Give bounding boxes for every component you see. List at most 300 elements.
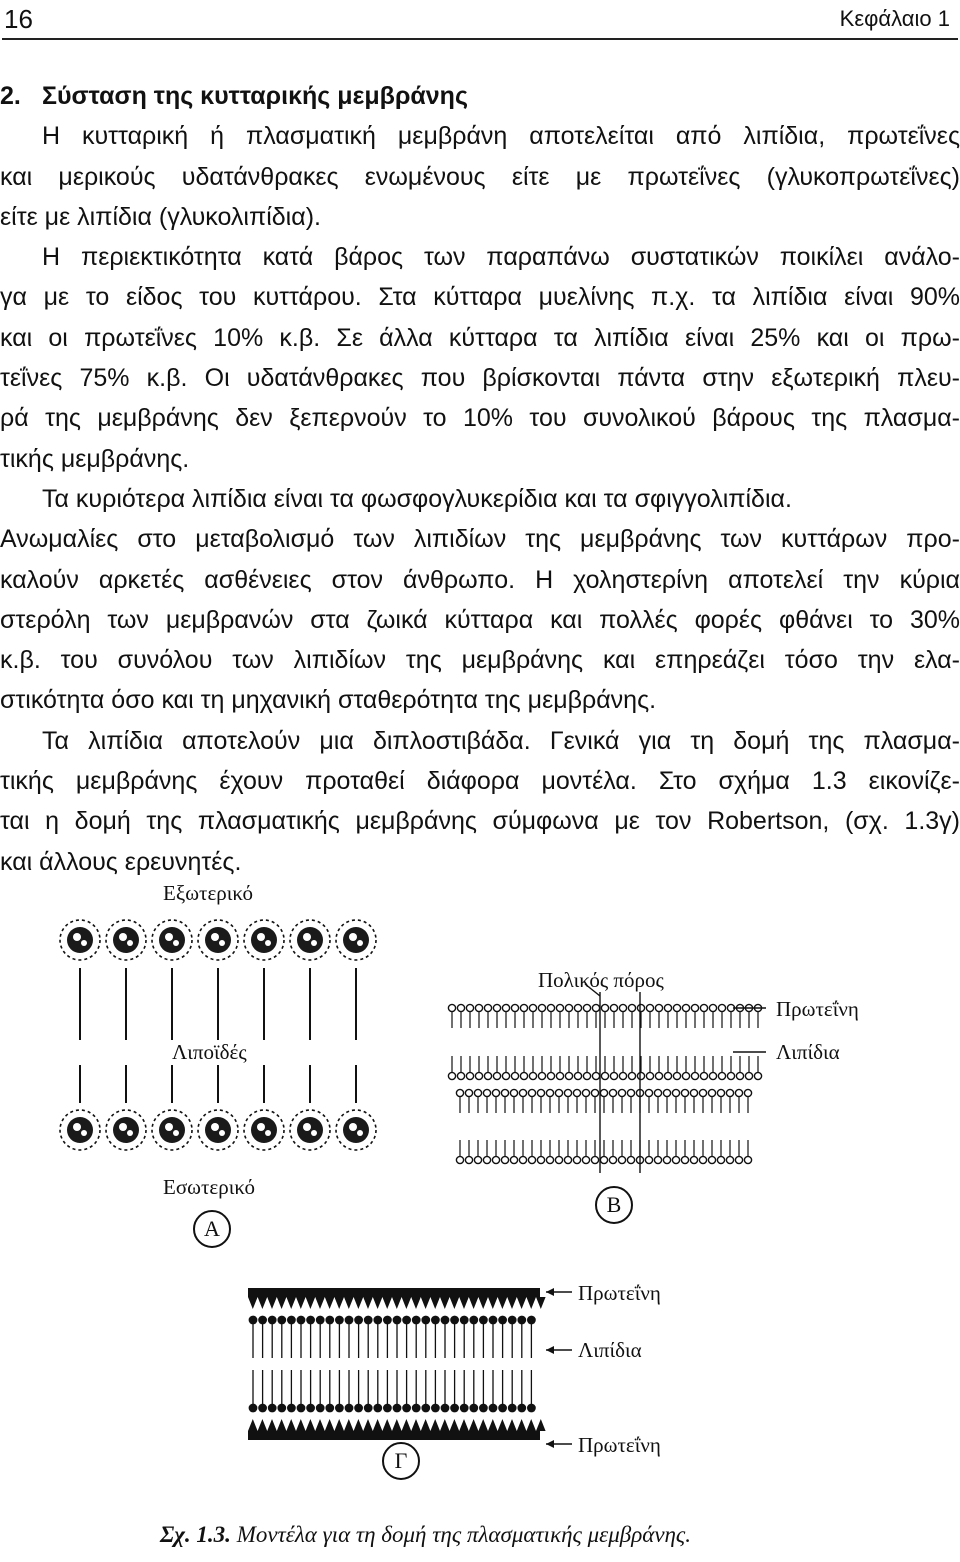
panel-c-lipid-head: [335, 1404, 344, 1413]
panel-a-bottom-globule-texture: [119, 1123, 127, 1131]
panel-b-lipid-head: [655, 1072, 662, 1079]
panel-a-bottom-globule-texture: [265, 1130, 271, 1136]
panel-c-protein-spike: [411, 1419, 421, 1431]
panel-c-protein-spike: [296, 1419, 306, 1431]
panel-b-lipid-head: [564, 1156, 571, 1163]
panel-c-lipid-head: [316, 1404, 325, 1413]
panel-c-protein-spike: [469, 1297, 479, 1309]
panel-a-top-globule-texture: [127, 940, 133, 946]
panel-a-bottom-globule-texture: [81, 1130, 87, 1136]
panel-c-lipid-head: [268, 1404, 277, 1413]
panel-c-protein-spike: [306, 1297, 316, 1309]
text-line: ρά της μεμβράνης δεν ξεπερνούν το 10% του συνολικού βάρους της πλασμα-: [0, 404, 960, 433]
panel-b-lipid-head: [619, 1004, 626, 1011]
panel-b-lipid-head: [484, 1072, 491, 1079]
text-line: Ανωμαλίες στο μεταβολισμό των λιπιδίων της μεμβράνης των κυττάρων προ-: [0, 525, 960, 554]
panel-c-lipid-head: [517, 1316, 526, 1325]
panel-a-lipid-label: Λιποϊδές: [172, 1040, 247, 1064]
panel-c-lipid-head: [412, 1316, 421, 1325]
panel-a-exterior-label: Εξωτερικό: [163, 881, 254, 905]
panel-b-lipid-head: [493, 1072, 500, 1079]
panel-c-protein-layer-top: [248, 1288, 540, 1297]
panel-c-lipid-head: [354, 1316, 363, 1325]
panel-b-lipid-head: [618, 1089, 625, 1096]
panel-b-lipid-head: [537, 1089, 544, 1096]
panel-b-lipid-head: [600, 1156, 607, 1163]
panel-b-lipid-head: [565, 1004, 572, 1011]
panel-b-lipid-head: [484, 1004, 491, 1011]
panel-c-protein-spike: [354, 1297, 364, 1309]
panel-b-lipid-head: [555, 1156, 562, 1163]
panel-c-protein-spike: [517, 1297, 527, 1309]
panel-c-lipid-head: [258, 1404, 267, 1413]
section-number: 2.: [0, 82, 21, 110]
panel-c-lipid-head: [421, 1404, 430, 1413]
panel-c-protein-bottom-label: Πρωτεΐνη: [578, 1433, 661, 1457]
panel-c-protein-spike: [315, 1297, 325, 1309]
panel-c-letter: Γ: [382, 1442, 420, 1480]
panel-c-protein-spike: [286, 1297, 296, 1309]
panel-b-lipid-head: [637, 1004, 644, 1011]
panel-b-lipid-head: [681, 1156, 688, 1163]
panel-c-protein-spike: [382, 1297, 392, 1309]
text-line: τεΐνες 75% κ.β. Οι υδατάνθρακες που βρίσκονται πάντα στην εξωτερική πλευ-: [0, 364, 960, 393]
panel-b-lipid-head: [457, 1004, 464, 1011]
panel-b-lipid-head: [700, 1004, 707, 1011]
panel-b-lipid-head: [646, 1004, 653, 1011]
panel-a-top-globule-texture: [165, 933, 173, 941]
panel-c-lipid-head: [268, 1316, 277, 1325]
panel-c-protein-spike: [421, 1419, 431, 1431]
panel-c-protein-spike: [373, 1297, 383, 1309]
panel-c-lipid-head: [364, 1316, 373, 1325]
panel-b-lipid-head: [538, 1072, 545, 1079]
panel-b-lipid-head: [709, 1072, 716, 1079]
panel-b-lipid-head: [601, 1004, 608, 1011]
panel-b-lipid-head: [465, 1089, 472, 1096]
panel-c-lipid-head: [306, 1316, 315, 1325]
panel-b-lipid-head: [726, 1089, 733, 1096]
panel-b-lipid-head: [718, 1072, 725, 1079]
panel-b-lipid-head: [736, 1072, 743, 1079]
panel-b-lipid-head: [699, 1089, 706, 1096]
panel-a-top-globule-texture: [257, 933, 265, 941]
panel-c-lipid-head: [498, 1404, 507, 1413]
panel-b-lipid-head: [717, 1156, 724, 1163]
panel-b-lipid-head: [754, 1072, 761, 1079]
panel-b-lipid-head: [601, 1072, 608, 1079]
panel-b-lipid-head: [519, 1089, 526, 1096]
panel-c-protein-spike: [315, 1419, 325, 1431]
panel-b-lipid-head: [529, 1072, 536, 1079]
panel-b-lipid-head: [492, 1089, 499, 1096]
panel-c-protein-spike: [526, 1297, 536, 1309]
panel-b-lipid-head: [726, 1156, 733, 1163]
panel-b-pore-label: Πολικός πόρος: [538, 968, 664, 992]
panel-a-top-globule-texture: [303, 933, 311, 941]
panel-c-lipid-head: [277, 1316, 286, 1325]
panel-c-lipid-head: [479, 1404, 488, 1413]
text-line: τικής μεμβράνης έχουν προταθεί διάφορα μοντέλα. Στο σχήμα 1.3 εικονίζε-: [0, 767, 960, 796]
panel-b-lipid-head: [493, 1004, 500, 1011]
panel-b-lipid-head: [537, 1156, 544, 1163]
panel-c-protein-spike: [450, 1297, 460, 1309]
panel-c-protein-spike: [392, 1297, 402, 1309]
text-line: στικότητα όσο και τη μηχανική σταθερότητα της μεμβράνης.: [0, 686, 657, 715]
panel-b-lipid-head: [646, 1072, 653, 1079]
panel-b-lipid-head: [673, 1072, 680, 1079]
panel-a-interior-label: Εσωτερικό: [163, 1175, 255, 1199]
panel-b-lipid-head: [483, 1156, 490, 1163]
panel-a-bottom-globule-core: [205, 1117, 231, 1143]
panel-c-protein-spike: [267, 1297, 277, 1309]
panel-a-bottom-globule-texture: [257, 1123, 265, 1131]
panel-c-protein-spike: [459, 1419, 469, 1431]
panel-a-bottom-globule-core: [67, 1117, 93, 1143]
panel-b-lipid-head: [682, 1072, 689, 1079]
panel-c-protein-bottom-arrow-head: [546, 1440, 554, 1448]
panel-c-protein-spike: [344, 1297, 354, 1309]
panel-b-lipid-head: [520, 1004, 527, 1011]
panel-b-lipid-head: [582, 1156, 589, 1163]
panel-a-bottom-globule-core: [251, 1117, 277, 1143]
panel-b-lipid-head: [591, 1156, 598, 1163]
panel-a-top-globule-core: [251, 927, 277, 953]
panel-b-lipid-head: [663, 1089, 670, 1096]
panel-a-top-globule-core: [205, 927, 231, 953]
text-line: είτε με λιπίδια (γλυκολιπίδια).: [0, 202, 321, 231]
text-line: στερόλη των μεμβρανών στα ζωικά κύτταρα και πολλές φορές φθάνει το 30%: [0, 605, 960, 634]
panel-b-lipid-head: [673, 1004, 680, 1011]
panel-c-lipid-head: [527, 1316, 536, 1325]
panel-c-lipid-head: [450, 1404, 459, 1413]
panel-b-lipid-head: [583, 1004, 590, 1011]
panel-b-lipid-head: [456, 1156, 463, 1163]
panel-b-lipid-head: [528, 1089, 535, 1096]
text-line: Τα λιπίδια αποτελούν μια διπλοστιβάδα. Γενικά για τη δομή της πλασμα-: [42, 726, 960, 755]
panel-b-lipid-head: [744, 1156, 751, 1163]
panel-b-lipid-head: [591, 1089, 598, 1096]
panel-c-lipid-head: [402, 1404, 411, 1413]
panel-b-lipid-head: [474, 1156, 481, 1163]
panel-b-lipid-head: [682, 1004, 689, 1011]
panel-b-lipid-head: [546, 1089, 553, 1096]
caption-text: Μοντέλα για τη δομή της πλασματικής μεμβράνης.: [236, 1522, 692, 1547]
panel-c-protein-layer-bottom: [248, 1431, 540, 1440]
panel-a-bottom-globule-texture: [219, 1130, 225, 1136]
text-line: καλούν αρκετές ασθένειες στον άνθρωπο. Η χοληστερίνη αποτελεί την κύρια: [0, 565, 960, 594]
panel-c-protein-spike: [258, 1419, 268, 1431]
panel-b-letter: Β: [595, 1186, 633, 1224]
panel-c-protein-spike: [421, 1297, 431, 1309]
panel-c-protein-spike: [411, 1297, 421, 1309]
panel-b-lipid-label: Λιπίδια: [776, 1040, 840, 1064]
panel-b-lipid-head: [717, 1089, 724, 1096]
text-line: ται η δομή της πλασματικής μεμβράνης σύμφωνα με τον Robertson, (σχ. 1.3γ): [0, 807, 960, 836]
panel-c-protein-spike: [258, 1297, 268, 1309]
panel-a-top-globule-texture: [119, 933, 127, 941]
section-title: Σύσταση της κυτταρικής μεμβράνης: [42, 82, 468, 110]
panel-b-lipid-head: [708, 1156, 715, 1163]
panel-a-bottom-globule-texture: [349, 1123, 357, 1131]
panel-b-lipid-head: [700, 1072, 707, 1079]
panel-b-lipid-head: [448, 1004, 455, 1011]
panel-b-protein-label: Πρωτεΐνη: [776, 997, 859, 1021]
panel-c-protein-spike: [450, 1419, 460, 1431]
panel-c-lipid-head: [287, 1404, 296, 1413]
panel-c-lipid-head: [306, 1404, 315, 1413]
text-line: Η περιεκτικότητα κατά βάρος των παραπάνω συστατικών ποικίλει ανάλο-: [42, 243, 960, 272]
panel-c-lipid-head: [498, 1316, 507, 1325]
panel-c-lipid-head: [297, 1316, 306, 1325]
panel-b-lipid-head: [448, 1072, 455, 1079]
text-line: γα με το είδος του κυττάρου. Στα κύτταρα μυελίνης π.χ. τα λιπίδια είναι 90%: [0, 283, 960, 312]
panel-c-lipid-head: [335, 1316, 344, 1325]
panel-b-lipid-head: [654, 1089, 661, 1096]
panel-c-protein-spike: [334, 1297, 344, 1309]
text-line: κ.β. του συνόλου των λιπιδίων της μεμβράνης και επηρεάζει τόσο την ελα-: [0, 646, 960, 675]
panel-c-protein-spike: [498, 1297, 508, 1309]
panel-c-protein-spike: [363, 1297, 373, 1309]
panel-b-lipid-head: [610, 1072, 617, 1079]
panel-b-lipid-head: [510, 1156, 517, 1163]
panel-b-lipid-head: [483, 1089, 490, 1096]
panel-b-lipid-head: [564, 1089, 571, 1096]
panel-a-top-globule-texture: [349, 933, 357, 941]
panel-c-lipid-head: [373, 1316, 382, 1325]
panel-c-lipid-label: Λιπίδια: [578, 1338, 642, 1362]
panel-b-lipid-head: [654, 1156, 661, 1163]
panel-c-protein-spike: [517, 1419, 527, 1431]
panel-a-bottom-globule-texture: [311, 1130, 317, 1136]
panel-b-lipid-head: [672, 1089, 679, 1096]
panel-c-protein-spike: [296, 1297, 306, 1309]
panel-b-lipid-head: [637, 1072, 644, 1079]
panel-c-lipid-head: [527, 1404, 536, 1413]
panel-c-protein-spike: [354, 1419, 364, 1431]
panel-c-lipid-head: [297, 1404, 306, 1413]
panel-b-lipid-head: [745, 1072, 752, 1079]
panel-c-protein-spike: [344, 1419, 354, 1431]
panel-b-lipid-head: [457, 1072, 464, 1079]
panel-a-bottom-globule-texture: [173, 1130, 179, 1136]
panel-b-lipid-head: [547, 1072, 554, 1079]
panel-b-lipid-head: [645, 1156, 652, 1163]
panel-b-lipid-head: [511, 1072, 518, 1079]
panel-c-lipid-head: [258, 1316, 267, 1325]
panel-b-lipid-head: [628, 1072, 635, 1079]
panel-c-lipid-head: [393, 1316, 402, 1325]
panel-a-top-globule-core: [67, 927, 93, 953]
panel-b-lipid-head: [744, 1089, 751, 1096]
text-line: τικής μεμβράνης.: [0, 444, 190, 473]
page-number: 16: [4, 4, 33, 34]
panel-c-lipid-head: [479, 1316, 488, 1325]
panel-b-lipid-head: [691, 1072, 698, 1079]
panel-c-lipid-head: [325, 1316, 334, 1325]
panel-b-lipid-head: [475, 1004, 482, 1011]
panel-b-lipid-head: [619, 1072, 626, 1079]
panel-b-lipid-head: [690, 1089, 697, 1096]
panel-b-lipid-head: [609, 1089, 616, 1096]
panel-c-lipid-head: [508, 1316, 517, 1325]
panel-c-protein-spike: [392, 1419, 402, 1431]
panel-b-lipid-head: [664, 1004, 671, 1011]
panel-b-lipid-head: [466, 1004, 473, 1011]
panel-b-lipid-head: [708, 1089, 715, 1096]
panel-c-protein-spike: [526, 1419, 536, 1431]
panel-b-lipid-head: [727, 1072, 734, 1079]
panel-c-lipid-head: [249, 1404, 258, 1413]
panel-c-protein-spike: [334, 1419, 344, 1431]
panel-c-protein-spike: [286, 1419, 296, 1431]
panel-a-bottom-globule-core: [113, 1117, 139, 1143]
panel-b-lipid-head: [501, 1089, 508, 1096]
panel-c-protein-spike: [469, 1419, 479, 1431]
panel-b-lipid-head: [475, 1072, 482, 1079]
panel-b-lipid-head: [627, 1089, 634, 1096]
panel-c-protein-spike: [267, 1419, 277, 1431]
panel-b-lipid-head: [520, 1072, 527, 1079]
panel-b-lipid-head: [610, 1004, 617, 1011]
panel-c-protein-spike: [248, 1297, 258, 1309]
panel-a-bottom-globule-texture: [357, 1130, 363, 1136]
panel-c-protein-spike: [507, 1297, 517, 1309]
panel-b-lipid-head: [556, 1072, 563, 1079]
panel-b-lipid-head: [645, 1089, 652, 1096]
panel-c-protein-spike: [507, 1419, 517, 1431]
panel-c-protein-spike: [488, 1419, 498, 1431]
panel-b-lipid-head: [592, 1072, 599, 1079]
panel-a-bottom-globule-core: [297, 1117, 323, 1143]
panel-c-lipid-head: [373, 1404, 382, 1413]
panel-c-lipid-head: [249, 1316, 258, 1325]
panel-b-lipid-head: [492, 1156, 499, 1163]
panel-b-lipid-head: [474, 1089, 481, 1096]
panel-a-top-globule-texture: [73, 933, 81, 941]
panel-b-lipid-head: [565, 1072, 572, 1079]
panel-a-top-globule-texture: [173, 940, 179, 946]
panel-c-lipid-head: [421, 1316, 430, 1325]
panel-a-top-globule-texture: [219, 940, 225, 946]
panel-b-lipid-head: [600, 1089, 607, 1096]
panel-b-lipid-head: [628, 1004, 635, 1011]
panel-c-protein-spike: [373, 1419, 383, 1431]
figure-caption: [160, 1522, 691, 1548]
panel-c-protein-top-arrow-head: [546, 1288, 554, 1296]
text-line: Τα κυριότερα λιπίδια είναι τα φωσφογλυκερίδια και τα σφιγγολιπίδια.: [42, 484, 792, 513]
text-line: και οι πρωτεΐνες 10% κ.β. Σε άλλα κύτταρα τα λιπίδια είναι 25% και οι πρω-: [0, 323, 960, 352]
panel-a-top-globule-texture: [81, 940, 87, 946]
panel-c-lipid-head: [364, 1404, 373, 1413]
panel-c-protein-spike: [498, 1419, 508, 1431]
panel-b-lipid-head: [690, 1156, 697, 1163]
panel-a-top-globule-texture: [265, 940, 271, 946]
panel-a-top-globule-core: [159, 927, 185, 953]
panel-b-lipid-head: [502, 1004, 509, 1011]
panel-b-lipid-head: [655, 1004, 662, 1011]
panel-c-lipid-head: [345, 1316, 354, 1325]
panel-b-lipid-head: [681, 1089, 688, 1096]
panel-c-lipid-head: [489, 1316, 498, 1325]
panel-c-lipid-head: [345, 1404, 354, 1413]
panel-a-top-globule-texture: [311, 940, 317, 946]
panel-b-lipid-head: [466, 1072, 473, 1079]
panel-b-lipid-head: [538, 1004, 545, 1011]
panel-a-top-globule-texture: [357, 940, 363, 946]
panel-b-lipid-head: [519, 1156, 526, 1163]
panel-a-bottom-globule-core: [159, 1117, 185, 1143]
panel-c-lipid-head: [460, 1316, 469, 1325]
panel-b-lipid-head: [618, 1156, 625, 1163]
text-line: Η κυτταρική ή πλασματική μεμβράνη αποτελείται από λιπίδια, πρωτεΐνες: [42, 122, 960, 151]
panel-c-protein-spike: [430, 1297, 440, 1309]
panel-b-lipid-head: [691, 1004, 698, 1011]
panel-b-lipid-head: [574, 1072, 581, 1079]
panel-a-top-globule-core: [297, 927, 323, 953]
panel-c-lipid-head: [287, 1316, 296, 1325]
panel-c-protein-spike: [459, 1297, 469, 1309]
panel-b-lipid-head: [573, 1089, 580, 1096]
panel-b-lipid-head: [609, 1156, 616, 1163]
panel-c-lipid-head: [354, 1404, 363, 1413]
panel-a-bottom-globule-texture: [211, 1123, 219, 1131]
panel-a-top-globule-texture: [211, 933, 219, 941]
panel-c-lipid-head: [469, 1316, 478, 1325]
panel-c-lipid-head: [441, 1316, 450, 1325]
panel-b-lipid-head: [528, 1156, 535, 1163]
panel-c-protein-spike: [325, 1297, 335, 1309]
panel-c-lipid-head: [277, 1404, 286, 1413]
panel-b-lipid-head: [546, 1156, 553, 1163]
panel-b-lipid-head: [574, 1004, 581, 1011]
panel-c-lipid-head: [431, 1404, 440, 1413]
panel-b-lipid-head: [555, 1089, 562, 1096]
panel-c-lipid-head: [441, 1404, 450, 1413]
panel-c-protein-spike: [382, 1419, 392, 1431]
panel-c-lipid-head: [412, 1404, 421, 1413]
panel-c-protein-spike: [306, 1419, 316, 1431]
text-line: και άλλους ερευνητές.: [0, 847, 242, 876]
panel-a-bottom-globule-texture: [165, 1123, 173, 1131]
panel-b-lipid-head: [735, 1089, 742, 1096]
panel-c-protein-spike: [277, 1419, 287, 1431]
panel-c-lipid-head: [393, 1404, 402, 1413]
panel-b-lipid-head: [556, 1004, 563, 1011]
panel-c-lipid-head: [431, 1316, 440, 1325]
panel-c-lipid-head: [325, 1404, 334, 1413]
panel-c-protein-spike: [325, 1419, 335, 1431]
text-line: και μερικούς υδατάνθρακες ενωμένους είτε με πρωτεΐνες (γλυκοπρωτεΐνες): [0, 162, 960, 191]
panel-a-bottom-globule-core: [343, 1117, 369, 1143]
panel-c-lipid-head: [402, 1316, 411, 1325]
panel-b-lipid-head: [529, 1004, 536, 1011]
panel-c-protein-spike: [478, 1419, 488, 1431]
panel-b-lipid-head: [583, 1072, 590, 1079]
panel-c-protein-spike: [488, 1297, 498, 1309]
panel-b-lipid-head: [502, 1072, 509, 1079]
panel-c-lipid-head: [316, 1316, 325, 1325]
panel-a-top-globule-core: [343, 927, 369, 953]
panel-c-protein-spike: [440, 1419, 450, 1431]
panel-b-lipid-head: [663, 1156, 670, 1163]
chapter-title: Κεφάλαιο 1: [839, 6, 950, 31]
panel-c-protein-spike: [430, 1419, 440, 1431]
panel-b-lipid-head: [456, 1089, 463, 1096]
panel-c-lipid-head: [489, 1404, 498, 1413]
panel-c-protein-spike: [536, 1297, 546, 1309]
panel-b-lipid-head: [573, 1156, 580, 1163]
